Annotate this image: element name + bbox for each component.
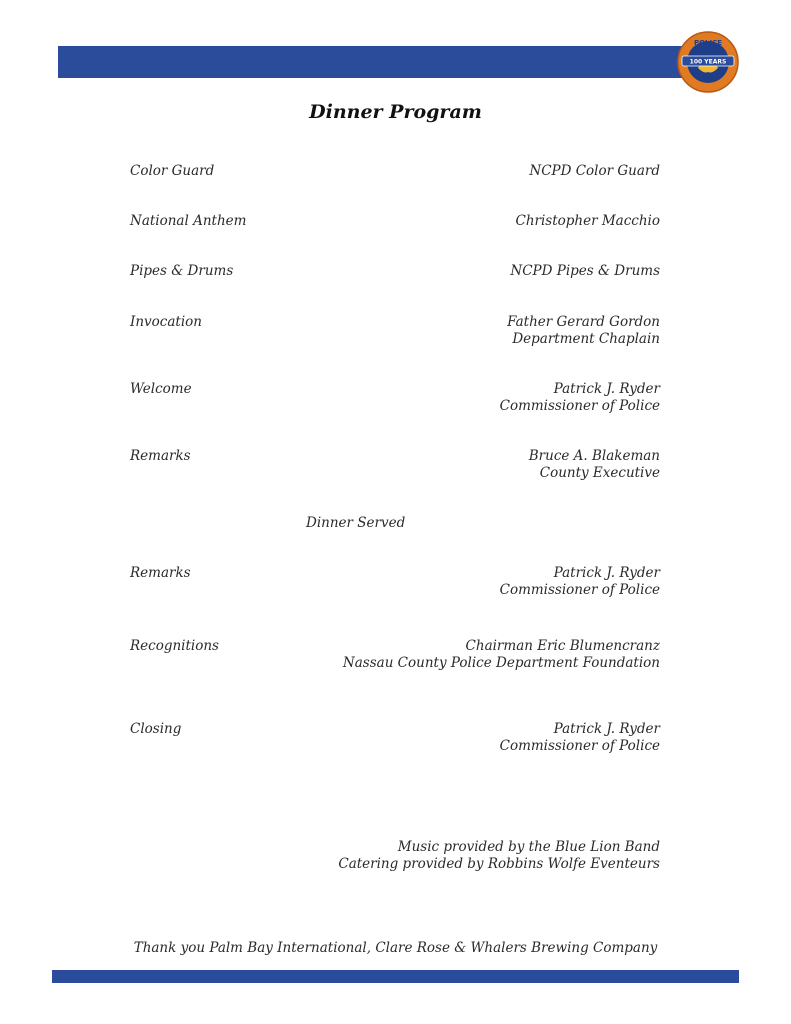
dinner-served-text: Dinner Served: [306, 515, 406, 531]
program-item-value: Patrick J. Ryder: [553, 721, 660, 737]
program-item-label: Remarks: [130, 565, 191, 581]
program-item-value: Father Gerard Gordon: [507, 314, 660, 330]
program-item-subtitle: Department Chaplain: [512, 331, 660, 347]
thanks-line: Thank you Palm Bay International, Clare Rose & Whalers Brewing Company: [133, 940, 658, 956]
credit-line: Catering provided by Robbins Wolfe Eventeurs: [338, 856, 660, 872]
program-item-label: Remarks: [130, 448, 191, 464]
program-item-value: Chairman Eric Blumencranz: [465, 638, 660, 654]
program-item-subtitle: Nassau County Police Department Foundation: [342, 655, 660, 671]
credit-line: Music provided by the Blue Lion Band: [397, 839, 660, 855]
program-item-label: Invocation: [130, 314, 202, 330]
program-item-value: NCPD Pipes & Drums: [510, 263, 660, 279]
program-item-subtitle: County Executive: [539, 465, 660, 481]
badge-top-text: POLICE: [693, 39, 723, 47]
program-item-label: Recognitions: [130, 638, 219, 654]
program-item-subtitle: Commissioner of Police: [499, 398, 660, 414]
header-bar: [58, 46, 683, 78]
program-item-value: NCPD Color Guard: [529, 163, 660, 179]
program-item-label: Pipes & Drums: [130, 263, 234, 279]
program-item-subtitle: Commissioner of Police: [499, 738, 660, 754]
police-100-years-badge-icon: [676, 30, 740, 94]
program-item-subtitle: Commissioner of Police: [499, 582, 660, 598]
program-item-label: Color Guard: [130, 163, 215, 179]
program-item-value: Patrick J. Ryder: [553, 565, 660, 581]
program-item-label: National Anthem: [130, 213, 247, 229]
program-item-value: Christopher Macchio: [515, 213, 660, 229]
footer-bar: [52, 970, 739, 983]
program-item-value: Patrick J. Ryder: [553, 381, 660, 397]
program-item-value: Bruce A. Blakeman: [528, 448, 660, 464]
badge-banner-text: 100 YEARS: [689, 58, 727, 66]
program-item-label: Closing: [130, 721, 182, 737]
page-title: Dinner Program: [309, 101, 482, 123]
program-item-label: Welcome: [130, 381, 192, 397]
